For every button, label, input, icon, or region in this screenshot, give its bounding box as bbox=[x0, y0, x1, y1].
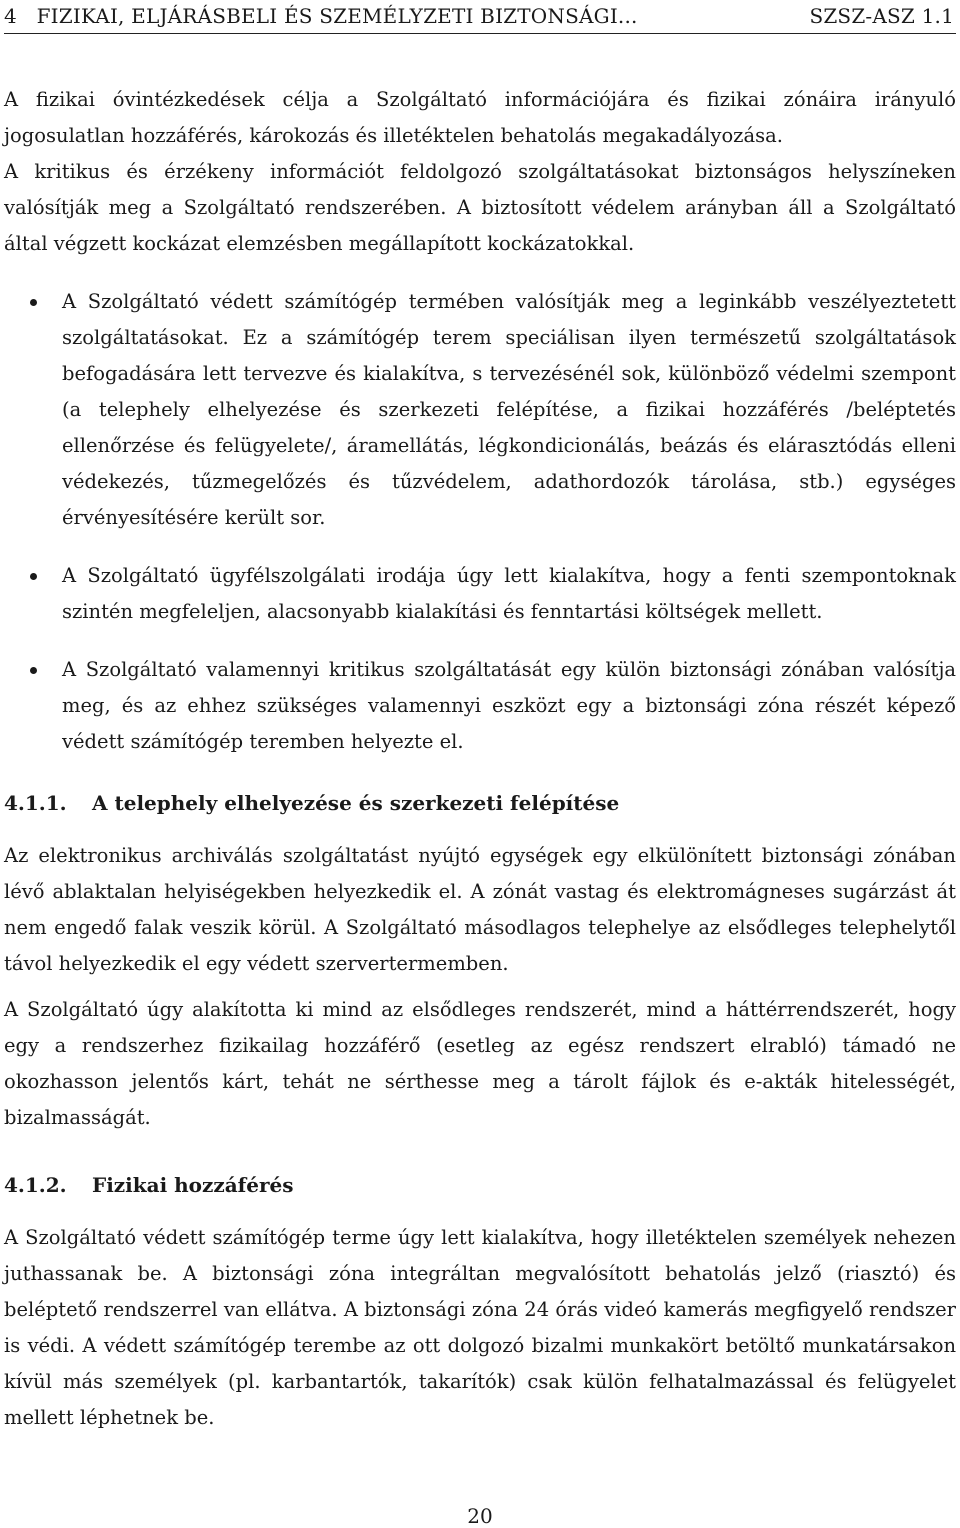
bullet-icon bbox=[30, 299, 37, 306]
page-number: 20 bbox=[467, 1504, 493, 1528]
list-item bbox=[4, 558, 956, 630]
bullet-icon bbox=[30, 667, 37, 674]
intro-paragraph: A fizikai óvintézkedések célja a Szolgáltató információjára és fizikai zónáira irányuló jogosulatlan hozzáférés, károkozás és illetéktelen behatolás megakadályozása. bbox=[4, 88, 956, 147]
bullet-list bbox=[4, 284, 956, 760]
header-chapter-title: 4 FIZIKAI, ELJÁRÁSBELI ÉS SZEMÉLYZETI BIZTONSÁGI... bbox=[4, 4, 638, 28]
section-heading bbox=[4, 1170, 956, 1200]
list-item-text: A Szolgáltató valamennyi kritikus szolgáltatását egy külön biztonsági zónában valósítja meg, és az ehhez szükséges valamennyi eszközt egy a biztonsági zóna részét képező védett számítógép teremben helyezte el. bbox=[62, 658, 956, 753]
bullet-icon bbox=[30, 573, 37, 580]
intro-paragraph: A kritikus és érzékeny információt feldolgozó szolgáltatásokat biztonságos helyszíneken valósítják meg a Szolgáltató rendszerében. A biztosított védelem arányban áll a Szolgáltató által végzett kockázat elemzésben megállapított kockázatokkal. bbox=[4, 160, 956, 255]
section-title: A telephely elhelyezése és szerkezeti felépítése bbox=[92, 791, 620, 815]
section-heading bbox=[4, 788, 956, 818]
section-paragraph: A Szolgáltató úgy alakította ki mind az elsődleges rendszerét, mind a háttérrendszerét, hogy egy a rendszerhez fizikailag hozzáférő (esetleg az egész rendszert elrabló) támadó ne okozhasson jelentős kárt, tehát ne sérthesse meg a tárolt fájlok és e-akták hitelességét, bizalmasságát. bbox=[4, 998, 956, 1129]
section-paragraph: Az elektronikus archiválás szolgáltatást nyújtó egységek egy elkülönített biztonsági zónában lévő ablaktalan helyiségekben helyezkedik el. A zónát vastag és elektromágneses sugárzást át nem engedő falak veszik körül. A Szolgáltató másodlagos telephelye az elsődleges telephelytől távol helyezkedik el egy védett szervertermemben. bbox=[4, 844, 956, 975]
section-number: 4.1.1. bbox=[4, 791, 67, 815]
section-number: 4.1.2. bbox=[4, 1173, 67, 1197]
paragraph-spacer bbox=[4, 982, 956, 992]
list-item bbox=[4, 284, 956, 536]
list-item-text: A Szolgáltató védett számítógép termében valósítják meg a leginkább veszélyeztetett szolgáltatásokat. Ez a számítógép terem speciálisan ilyen természetű szolgáltatások befogadására lett tervezve és kialakítva, s tervezésénél sok, különböző védelmi szempont (a telephely elhelyezése és szerkezeti felépítése, a fizikai hozzáférés /beléptetés ellenőrzése és felügyelete/, áramellátás, légkondicionálás, beázás és elárasztódás elleni védekezés, tűzmegelőzés és tűzvédelem, adathordozók tárolása, stb.) egységes érvényesítésére került sor. bbox=[62, 290, 956, 529]
page-content bbox=[4, 82, 956, 1436]
list-item-text: A Szolgáltató ügyfélszolgálati irodája úgy lett kialakítva, hogy a fenti szempontoknak szintén megfeleljen, alacsonyabb kialakítási és fenntartási költségek mellett. bbox=[62, 564, 956, 623]
list-item bbox=[4, 652, 956, 760]
section-paragraph: A Szolgáltató védett számítógép terme úgy lett kialakítva, hogy illetéktelen személyek nehezen juthassanak be. A biztonsági zóna integráltan megvalósított behatolás jelző (riasztó) és beléptető rendszerrel van ellátva. A biztonsági zóna 24 órás videó kamerás megfigyelő rendszer is védi. A védett számítógép terembe az ott dolgozó bizalmi munkakört betöltő munkatársakon kívül más személyek (pl. karbantartók, takarítók) csak külön felhatalmazással és felügyelet mellett léphetnek be. bbox=[4, 1226, 956, 1429]
section-title: Fizikai hozzáférés bbox=[92, 1173, 294, 1197]
header-rule bbox=[4, 33, 956, 34]
header-document-id: SZSZ-ASZ 1.1 bbox=[809, 4, 954, 28]
running-header bbox=[4, 4, 954, 34]
